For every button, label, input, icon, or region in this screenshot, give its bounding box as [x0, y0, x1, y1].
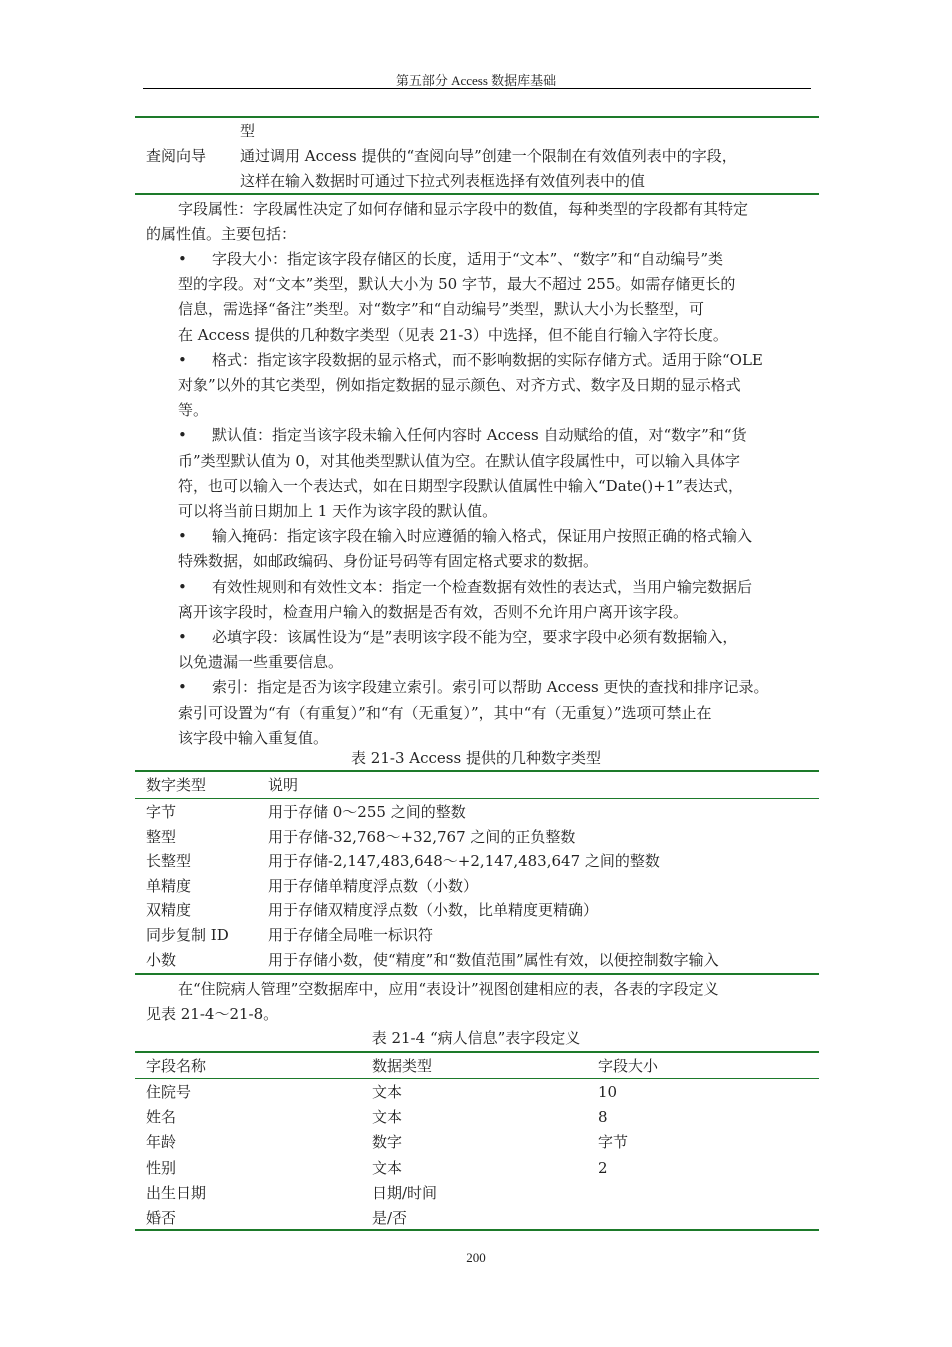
table-21-4-header-datatype: 数据类型 — [372, 1057, 433, 1075]
bullet-text-line: 格式：指定该字段数据的显示格式，而不影响数据的实际存储方式。适用于除“OLE — [212, 350, 763, 369]
table-21-4-cell-datatype: 数字 — [372, 1133, 403, 1152]
bullet-text-line: 以免遗漏一些重要信息。 — [178, 653, 344, 672]
page-header: 第五部分 Access 数据库基础 — [395, 73, 557, 88]
table-21-4-header-size: 字段大小 — [598, 1057, 659, 1075]
table-21-3-cell-desc: 用于存储单精度浮点数（小数） — [268, 876, 479, 895]
bullet-line — [178, 398, 208, 423]
table-21-3-header-desc: 说明 — [268, 776, 299, 794]
bullet-text-line: 可以将当前日期加上 1 天作为该字段的默认值。 — [178, 502, 498, 520]
table-21-4-cell-name: 性别 — [146, 1158, 177, 1177]
table-21-3-cell-type: 小数 — [146, 950, 177, 969]
table-21-3-cell-desc: 用于存储小数，使“精度”和“数值范围”属性有效，以便控制数字输入 — [268, 950, 719, 969]
intro-line-1: 字段属性：字段属性决定了如何存储和显示字段中的数值，每种类型的字段都有其特定 — [178, 200, 749, 218]
table-21-4-cell-datatype: 文本 — [372, 1158, 403, 1177]
para-after-line-1: 在“住院病人管理”空数据库中，应用“表设计”视图创建相应的表，各表的字段定义 — [178, 980, 719, 998]
bullet-point: • — [178, 527, 187, 546]
table-21-4-cell-datatype: 文本 — [372, 1108, 403, 1127]
bullet-point: • — [178, 250, 187, 268]
bullet-text-line: 字段大小：指定该字段存储区的长度，适用于“文本”、“数字”和“自动编号”类 — [212, 250, 724, 268]
bullet-line — [178, 549, 598, 574]
table-21-4-cell-datatype: 是/否 — [372, 1209, 408, 1227]
bullet-point: • — [178, 678, 187, 697]
bullet-text-line: 对象”以外的其它类型，例如指定数据的显示颜色、对齐方式、数字及日期的显示格式 — [178, 376, 741, 394]
table-21-3-cell-type: 长整型 — [146, 852, 192, 871]
table-21-3-header-rule — [135, 798, 819, 799]
table-21-3-cell-desc: 用于存储双精度浮点数（小数，比单精度更精确） — [268, 901, 599, 920]
para-after-line-2: 见表 21-4～21-8。 — [146, 1005, 279, 1023]
table-cell-type-tail: 型 — [240, 122, 256, 140]
bullet-line — [178, 449, 740, 474]
page-number: 200 — [466, 1250, 486, 1265]
bullet-text-line: 型的字段。对“文本”类型，默认大小为 50 字节，最大不超过 255。如需存储更长的 — [178, 275, 736, 294]
bullet-line — [178, 348, 763, 373]
table-21-3-cell-type: 单精度 — [146, 876, 192, 895]
table-21-3-cell-type: 字节 — [146, 803, 177, 821]
bullet-text-line: 在 Access 提供的几种数字类型（见表 21-3）中选择，但不能自行输入字符长度。 — [178, 325, 728, 344]
table-21-4-top-rule — [135, 1051, 819, 1053]
table-21-4-cell-datatype: 日期/时间 — [372, 1183, 438, 1202]
table-21-4-cell-datatype: 文本 — [372, 1083, 403, 1101]
bullet-line — [178, 247, 723, 272]
table-bottom-rule — [135, 193, 819, 195]
table-21-4-cell-size: 2 — [598, 1158, 608, 1177]
table-cell-lookup-desc-2: 这样在输入数据时可通过下拉式列表框选择有效值列表中的值 — [240, 172, 646, 190]
bullet-line — [178, 373, 741, 398]
bullet-line — [178, 323, 728, 348]
bullet-line — [178, 675, 768, 700]
bullet-point: • — [178, 577, 187, 596]
bullet-text-line: 索引：指定是否为该字段建立索引。索引可以帮助 Access 更快的查找和排序记录。 — [212, 678, 769, 697]
bullet-point: • — [178, 628, 187, 646]
table-21-4-cell-size: 字节 — [598, 1133, 629, 1152]
table-top-rule — [135, 116, 819, 118]
table-21-3-cell-type: 同步复制 ID — [146, 926, 229, 944]
bullet-line — [178, 650, 343, 675]
bullet-text-line: 特殊数据，如邮政编码、身份证号码等有固定格式要求的数据。 — [178, 552, 599, 571]
bullet-text-line: 有效性规则和有效性文本：指定一个检查数据有效性的表达式，当用户输完数据后 — [212, 577, 753, 596]
bullet-text-line: 必填字段：该属性设为“是”表明该字段不能为空，要求字段中必须有数据输入， — [212, 628, 738, 646]
bullet-line — [178, 272, 735, 297]
bullet-text-line: 等。 — [178, 401, 209, 420]
bullet-line — [178, 600, 688, 625]
table-21-3-cell-desc: 用于存储 0～255 之间的整数 — [268, 803, 466, 821]
intro-line-2: 的属性值。主要包括： — [146, 225, 297, 243]
table-21-4-cell-size: 8 — [598, 1108, 608, 1127]
bullet-line — [178, 423, 746, 448]
table-21-4-cell-name: 婚否 — [146, 1209, 177, 1227]
table-21-3-cell-type: 双精度 — [146, 901, 192, 920]
table-21-3-bottom-rule — [135, 973, 819, 975]
table-21-3-header-type: 数字类型 — [146, 776, 207, 794]
bullet-line — [178, 625, 737, 650]
bullet-text-line: 币”类型默认值为 0，对其他类型默认值为空。在默认值字段属性中，可以输入具体字 — [178, 451, 740, 470]
bullet-line — [178, 524, 752, 549]
table-21-3-cell-desc: 用于存储全局唯一标识符 — [268, 926, 434, 944]
bullet-text-line: 信息，需选择“备注”类型。对“数字”和“自动编号”类型，默认大小为长整型，可 — [178, 300, 705, 319]
bullet-line — [178, 474, 743, 499]
bullet-line — [178, 575, 752, 600]
bullet-line — [178, 499, 497, 524]
bullet-text-line: 索引可设置为“有（有重复）”和“有（无重复）”，其中“有（无重复）”选项可禁止在 — [178, 703, 712, 722]
table-21-3-cell-type: 整型 — [146, 827, 177, 846]
table-21-4-cell-name: 姓名 — [146, 1108, 177, 1127]
bullet-point: • — [178, 426, 187, 445]
bullet-text-line: 该字段中输入重复值。 — [178, 728, 329, 747]
bullet-line — [178, 297, 704, 322]
bullet-point: • — [178, 350, 187, 369]
table-21-3-caption: 表 21-3 Access 提供的几种数字类型 — [351, 749, 601, 767]
table-21-4-cell-name: 住院号 — [146, 1083, 192, 1101]
table-21-4-cell-name: 出生日期 — [146, 1183, 207, 1202]
table-21-4-cell-size: 10 — [598, 1083, 618, 1101]
table-21-4-header-name: 字段名称 — [146, 1057, 207, 1075]
table-21-4-cell-name: 年龄 — [146, 1133, 177, 1152]
table-21-4-bottom-rule — [135, 1229, 819, 1231]
table-21-3-top-rule — [135, 770, 819, 772]
bullet-text-line: 默认值：指定当该字段未输入任何内容时 Access 自动赋给的值，对“数字”和“货 — [212, 426, 747, 445]
table-21-4-header-rule — [135, 1078, 819, 1079]
bullet-text-line: 符，也可以输入一个表达式，如在日期型字段默认值属性中输入“Date()+1”表达式， — [178, 476, 744, 495]
table-21-4-caption: 表 21-4 “病人信息”表字段定义 — [371, 1029, 581, 1047]
table-cell-lookup-desc-1: 通过调用 Access 提供的“查阅向导”创建一个限制在有效值列表中的字段， — [240, 147, 737, 165]
table-21-3-cell-desc: 用于存储-2,147,483,648～+2,147,483,647 之间的整数 — [268, 852, 660, 871]
table-21-3-cell-desc: 用于存储-32,768～+32,767 之间的正负整数 — [268, 827, 576, 846]
header-divider — [143, 88, 811, 89]
bullet-line — [178, 701, 712, 726]
bullet-text-line: 输入掩码：指定该字段在输入时应遵循的输入格式，保证用户按照正确的格式输入 — [212, 527, 753, 546]
bullet-text-line: 离开该字段时，检查用户输入的数据是否有效，否则不允许用户离开该字段。 — [178, 602, 689, 621]
table-cell-lookup-name: 查阅向导 — [146, 147, 207, 165]
